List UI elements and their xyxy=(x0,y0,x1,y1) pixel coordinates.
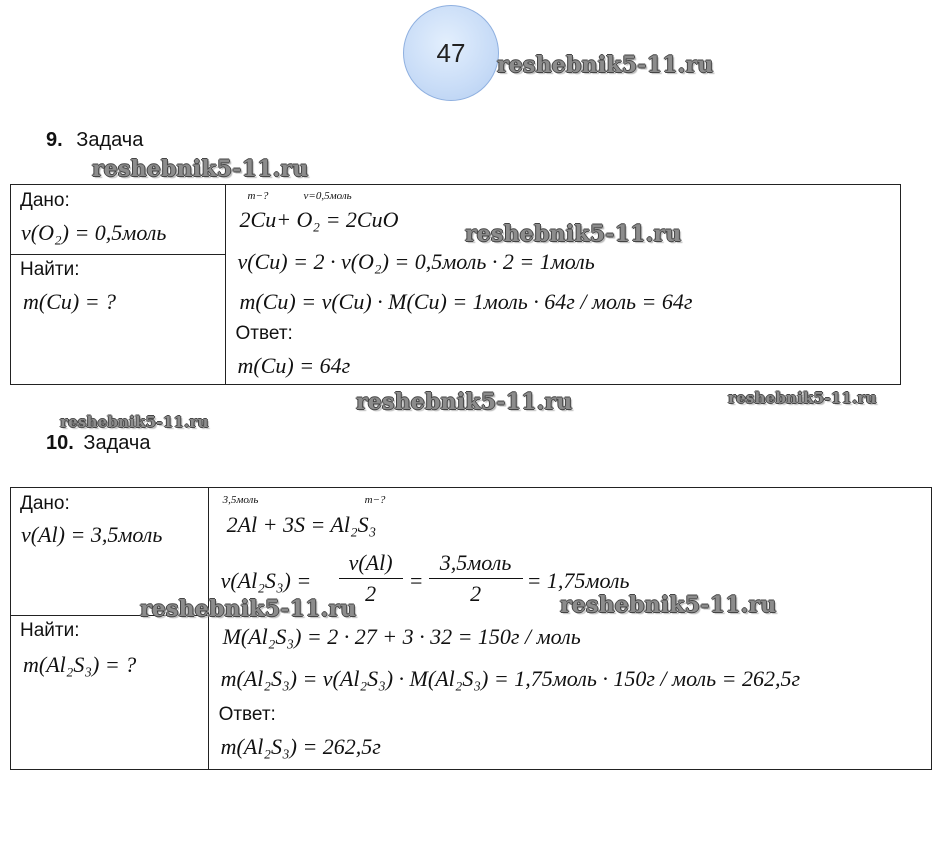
find-value: m(Cu) = ? xyxy=(23,289,117,314)
task-9-heading xyxy=(46,129,143,152)
answer-label: Ответ: xyxy=(218,704,276,725)
find-value: m(Al₂S₃) = ? xyxy=(23,652,137,677)
find-label: Найти: xyxy=(20,620,80,641)
task-10-find-cell xyxy=(11,616,209,770)
annotation-cu: m−? xyxy=(247,190,269,202)
watermark: reshebnik5-11.ru xyxy=(356,389,573,415)
equals-sign: = xyxy=(408,568,424,593)
mass-calculation: m(Cu) = ν(Cu) · M(Cu) = 1моль · 64г / моль = 64г xyxy=(239,289,693,314)
task-9-title: Задача xyxy=(76,129,144,151)
watermark: reshebnik5-11.ru xyxy=(728,389,877,407)
given-value: ν(O₂) = 0,5моль xyxy=(21,220,167,245)
task-9-find-cell xyxy=(11,255,226,385)
task-10-heading xyxy=(46,432,150,455)
watermark: reshebnik5-11.ru xyxy=(465,221,682,247)
answer-value: m(Al₂S₃) = 262,5г xyxy=(220,734,381,759)
task-10-solution-cell xyxy=(208,488,931,770)
molar-mass-calculation: M(Al₂S₃) = 2 · 27 + 3 · 32 = 150г / моль xyxy=(222,624,581,649)
moles-lhs: ν(Al₂S₃) = xyxy=(220,568,312,593)
fraction-2 xyxy=(429,550,523,607)
task-10-table xyxy=(10,487,932,770)
given-label: Дано: xyxy=(20,493,70,514)
watermark: reshebnik5-11.ru xyxy=(140,596,357,622)
answer-value: m(Cu) = 64г xyxy=(237,353,351,378)
annotation-al: 3,5моль xyxy=(222,494,259,506)
task-10-number: 10. xyxy=(46,432,74,454)
annotation-o2: ν=0,5моль xyxy=(303,190,352,202)
page-number-badge xyxy=(403,5,499,101)
watermark: reshebnik5-11.ru xyxy=(560,592,777,618)
moles-calculation: ν(Cu) = 2 · ν(O₂) = 0,5моль · 2 = 1моль xyxy=(237,249,595,274)
task-9-solution-cell xyxy=(225,185,900,385)
fraction-1-denominator: 2 xyxy=(365,581,377,606)
equation: 2Cu+ O₂ = 2CuO xyxy=(239,207,399,232)
task-9-table xyxy=(10,184,901,385)
find-label: Найти: xyxy=(20,259,80,280)
page-number: 47 xyxy=(436,38,466,68)
given-value: ν(Al) = 3,5моль xyxy=(21,522,163,547)
annotation-al2s3: m−? xyxy=(364,494,386,506)
mass-calculation: m(Al₂S₃) = ν(Al₂S₃) · M(Al₂S₃) = 1,75моль · 150г / моль = 262,5г xyxy=(220,666,801,691)
watermark: reshebnik5-11.ru xyxy=(92,156,309,182)
fraction-2-numerator: 3,5моль xyxy=(439,550,512,575)
fraction-1-numerator: ν(Al) xyxy=(348,550,393,575)
given-label: Дано: xyxy=(20,190,70,211)
task-9-given-cell xyxy=(11,185,226,255)
moles-result: = 1,75моль xyxy=(526,568,630,593)
equation: 2Al + 3S = Al₂S₃ xyxy=(226,512,377,537)
answer-label: Ответ: xyxy=(235,323,293,344)
fraction-2-denominator: 2 xyxy=(470,581,482,606)
task-10-title: Задача xyxy=(83,432,151,454)
watermark: reshebnik5-11.ru xyxy=(60,413,209,431)
task-9-number: 9. xyxy=(46,129,63,151)
watermark: reshebnik5-11.ru xyxy=(497,52,714,78)
